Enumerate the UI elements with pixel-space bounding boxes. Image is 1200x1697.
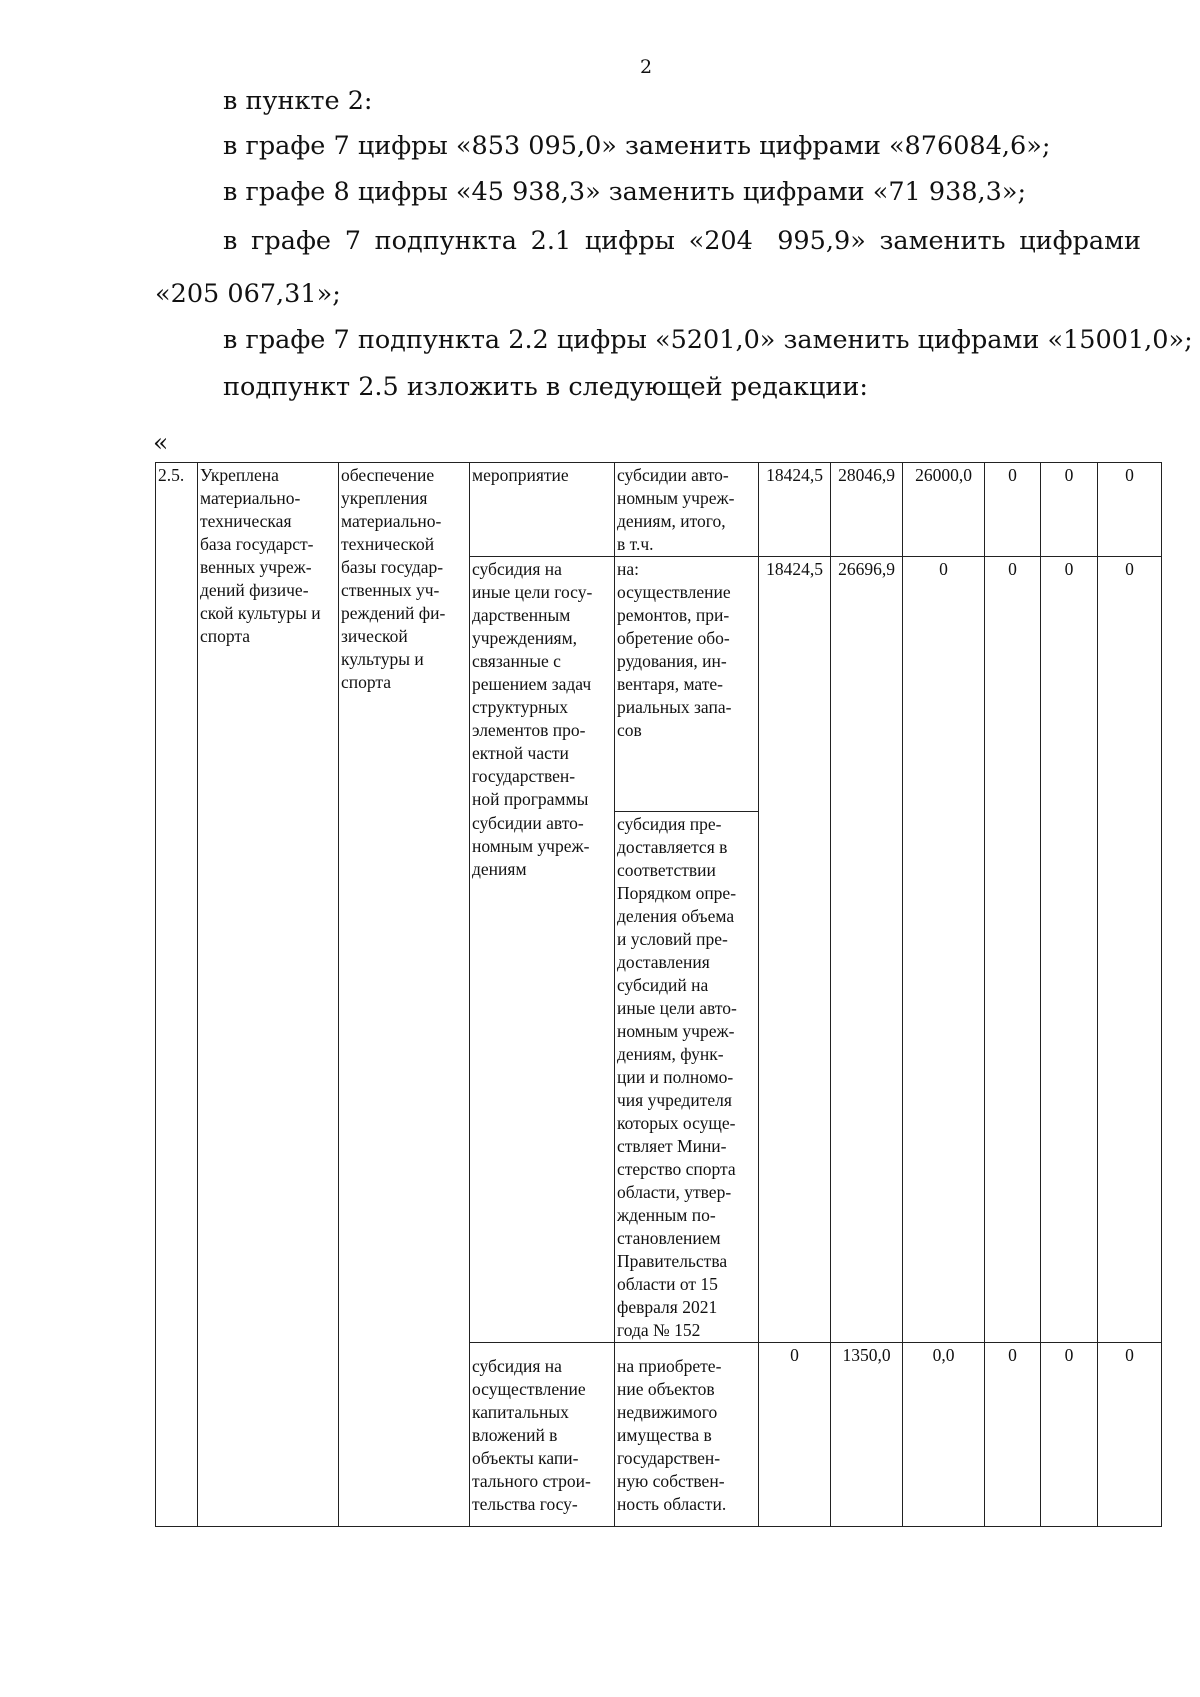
purpose-cell: субсидия пре- доставляется в соответствии Порядком опре- деления объема и условий пре- доставления субсидий на иные цели авто- номным учреж- дениям, функ- ции и полномо- чия учредителя которых осуще- ствляет Мини- стерство спорта области, утвер- жденным по- становлением Правительства области от 15 февраля 2021 года № 152	[615, 811, 759, 1342]
paragraph-column-8: в графе 8 цифры «45 938,3» заменить цифрами «71 938,3»;	[223, 177, 1027, 207]
value-cell: 0	[1098, 463, 1162, 557]
value-cell: 0	[1041, 463, 1098, 557]
value-cell: 0,0	[903, 1342, 985, 1526]
word: 7	[344, 226, 361, 256]
value-cell: 0	[985, 557, 1041, 1343]
page-number: 2	[640, 56, 653, 78]
paragraph-subitem-2-1-continued: «205 067,31»;	[155, 279, 341, 309]
paragraph-column-7: в графе 7 цифры «853 095,0» заменить цифрами «876084,6»;	[223, 131, 1051, 161]
paragraph-subitem-2-1	[223, 226, 1141, 256]
value-cell: 18424,5	[759, 557, 831, 1343]
table-row	[156, 463, 1162, 557]
value-cell: 0	[759, 1342, 831, 1526]
paragraph-item-2: в пункте 2:	[223, 86, 373, 116]
value-cell: 0	[985, 1342, 1041, 1526]
word: цифры	[584, 226, 675, 256]
value-cell: 0	[903, 557, 985, 1343]
row-number-cell: 2.5.	[156, 463, 198, 1527]
value-cell: 1350,0	[831, 1342, 903, 1526]
word: «204 995,9»	[688, 226, 866, 256]
type-cell: мероприятие	[470, 463, 615, 557]
paragraph-subitem-2-2: в графе 7 подпункта 2.2 цифры «5201,0» заменить цифрами «15001,0»;	[223, 325, 1193, 355]
value-cell: 0	[1098, 557, 1162, 1343]
type-cell: субсидия на осуществление капитальных вложений в объекты капи- тального строи- тельства госу-	[470, 1342, 615, 1526]
word: подпункта	[374, 226, 517, 256]
word: 2.1	[530, 226, 572, 256]
result-cell: Укреплена материально- техническая база государст- венных учреж- дений физиче- ской культуры и спорта	[198, 463, 339, 1527]
amendment-table	[155, 462, 1162, 1527]
word: в	[223, 226, 238, 256]
word: графе	[251, 226, 331, 256]
value-cell: 26000,0	[903, 463, 985, 557]
type-cell: субсидии авто- номным учреж- дениям	[470, 811, 615, 1342]
value-cell: 0	[985, 463, 1041, 557]
type-cell: субсидия на иные цели госу- дарственным учреждениям, связанные с решением задач структурных элементов про- ектной части государствен- ной программы	[470, 557, 615, 812]
task-cell: обеспечение укрепления материально- технической базы государ- ственных уч- реждений фи- зической культуры и спорта	[339, 463, 470, 1527]
value-cell: 28046,9	[831, 463, 903, 557]
word: заменить	[879, 226, 1006, 256]
value-cell: 0	[1041, 1342, 1098, 1526]
value-cell: 26696,9	[831, 557, 903, 1343]
value-cell: 0	[1098, 1342, 1162, 1526]
word: цифрами	[1019, 226, 1141, 256]
purpose-cell: на приобрете- ние объектов недвижимого имущества в государствен- ную собствен- ность области.	[615, 1342, 759, 1526]
opening-quote-mark: «	[153, 428, 169, 457]
purpose-cell: на: осуществление ремонтов, при- обретение обо- рудования, ин- вентаря, мате- риальных запа- сов	[615, 557, 759, 812]
value-cell: 0	[1041, 557, 1098, 1343]
value-cell: 18424,5	[759, 463, 831, 557]
purpose-cell: субсидии авто- номным учреж- дениям, итого, в т.ч.	[615, 463, 759, 557]
paragraph-subitem-2-5: подпункт 2.5 изложить в следующей редакции:	[223, 372, 868, 402]
